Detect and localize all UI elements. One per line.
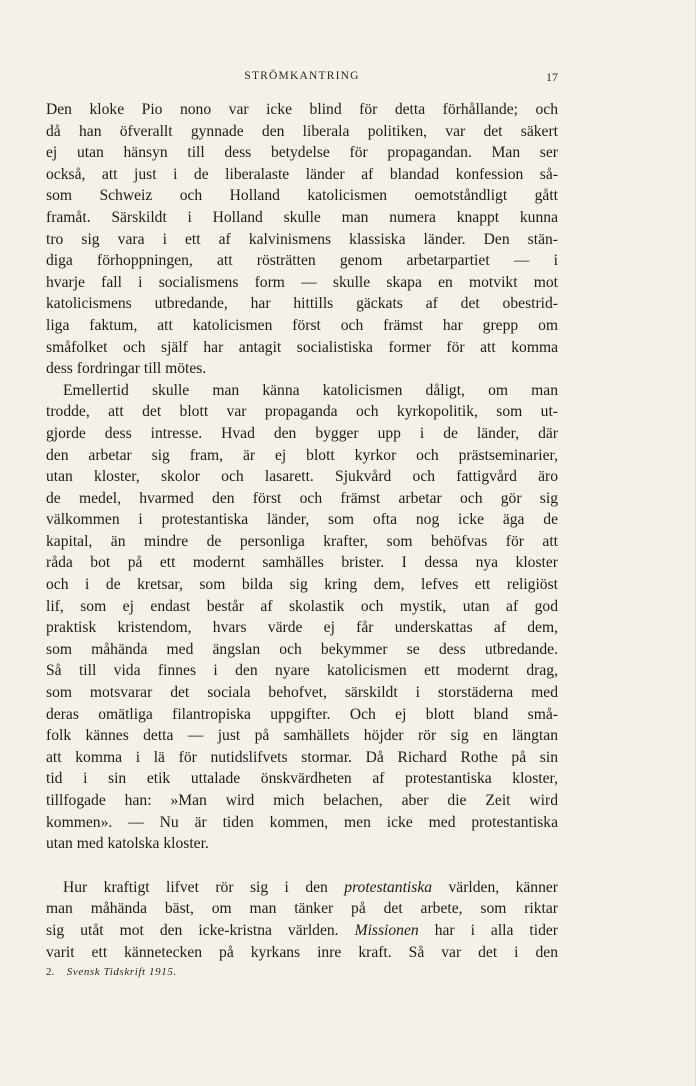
paragraph-1: [46, 99, 558, 855]
text-line: praktisk kristendom, hvars värde ej får underskattas af dem,: [46, 619, 558, 637]
text-line: som motsvarar det sociala behofvet, särskildt i storstäderna med: [46, 684, 558, 702]
text-line: [46, 877, 558, 899]
text-line: tro sig vara i ett af kalvinismens klassiska länder. Den stän-: [46, 230, 558, 248]
text-line: utan med katolska kloster.: [46, 835, 209, 853]
text-line: råda bot på ett modernt samhälles brister. I dessa nya kloster: [46, 554, 558, 572]
text-line: och i de kretsar, som bilda sig kring dem, lefves ett religiöst: [46, 576, 558, 594]
text-run: Hur kraftigt lifvet rör sig i den: [63, 878, 345, 896]
text-line: ej utan hänsyn till dess betydelse för propagandan. Man ser: [46, 144, 558, 162]
text-line: som måhända med ängslan och bekymmer se dess utbredande.: [46, 640, 558, 658]
text-line: tillfogade han: »Man wird mich belachen, aber die Zeit wird: [46, 792, 558, 809]
text-line: tid i sin etik uttalade önskvärdheten af protestantiska kloster,: [46, 770, 558, 788]
signature-line: [46, 966, 177, 978]
text-line: gjorde dess intresse. Hvad den bygger upp i de länder, där: [46, 424, 558, 442]
text-line: hvarje fall i socialismens form — skulle skapa en motvikt mot: [46, 273, 558, 291]
text-run: världen, känner: [432, 878, 558, 896]
text-line: de medel, hvarmed den först och främst arbetar och gör sig: [46, 489, 558, 507]
text-line: varit ett kännetecken på kyrkans inre kraft. Så var det i den: [46, 943, 558, 961]
text-line: dess fordringar till mötes.: [46, 360, 207, 378]
source-note: Svensk Tidskrift 1915.: [66, 966, 177, 978]
text-line: lif, som ej endast består af skolastik och mystik, utan af god: [46, 597, 558, 615]
running-title: STRÖMKANTRING: [244, 70, 360, 82]
text-line: folk kännes detta — just på samhällets höjder rör sig en längtan: [46, 727, 558, 745]
text-line: Så till vida finnes i den nyare katolicismen ett modernt drag,: [46, 662, 558, 680]
emphasis-missionen: Missionen: [354, 921, 419, 939]
text-line: som Schweiz och Holland katolicismen oemotståndligt gått: [46, 187, 558, 205]
text-line: då han öfverallt gynnade den liberala politiken, var det säkert: [46, 122, 558, 140]
text-line: man måhända bäst, om man tänker på det arbete, som riktar: [46, 900, 558, 918]
page-number: 17: [546, 70, 558, 84]
text-line: att komma i lä för nutidslifvets stormar. Då Richard Rothe på sin: [46, 748, 558, 766]
text-line: [46, 920, 558, 942]
text-run: sig utåt mot den icke-kristna världen.: [46, 921, 355, 939]
emphasis-protestantiska: protestantiska: [344, 878, 433, 896]
text-line: småfolket och själf har antagit socialistiska former för att komma: [46, 338, 558, 356]
text-line: framåt. Särskildt i Holland skulle man numera knappt kunna: [46, 208, 558, 226]
text-line: katolicismens utbredande, har hittills gäckats af det obestrid-: [46, 295, 558, 313]
paragraph-2: [46, 877, 558, 963]
text-line: också, att just i de liberalaste länder af blandad konfession så-: [46, 165, 558, 183]
signature-mark: 2.: [46, 966, 55, 978]
body-text: [46, 99, 558, 963]
text-line: Den kloke Pio nono var icke blind för detta förhållande; och: [46, 101, 558, 118]
text-line: välkommen i protestantiska länder, som ofta nog icke äga de: [46, 511, 558, 529]
text-line: kommen». — Nu är tiden kommen, men icke med protestantiska: [46, 813, 558, 831]
page-header: [46, 70, 558, 86]
text-line: diga förhoppningen, att rösträtten genom arbetarpartiet — i: [46, 252, 558, 270]
text-line: utan kloster, skolor och lasarett. Sjukvård och fattigvård äro: [46, 468, 558, 486]
text-line: Emellertid skulle man känna katolicismen dåligt, om man: [63, 381, 558, 399]
text-line: deras omätliga filantropiska uppgifter. Och ej blott bland små-: [46, 705, 558, 723]
text-line: den arbetar sig fram, är ej blott kyrkor och prästseminarier,: [46, 446, 558, 464]
text-line: trodde, att det blott var propaganda och kyrkopolitik, som ut-: [46, 403, 558, 421]
text-run: har i alla tider: [418, 921, 559, 939]
text-line: liga faktum, att katolicismen först och främst har grepp om: [46, 316, 558, 334]
text-line: kapital, än mindre de personliga krafter, som behöfvas för att: [46, 532, 558, 550]
